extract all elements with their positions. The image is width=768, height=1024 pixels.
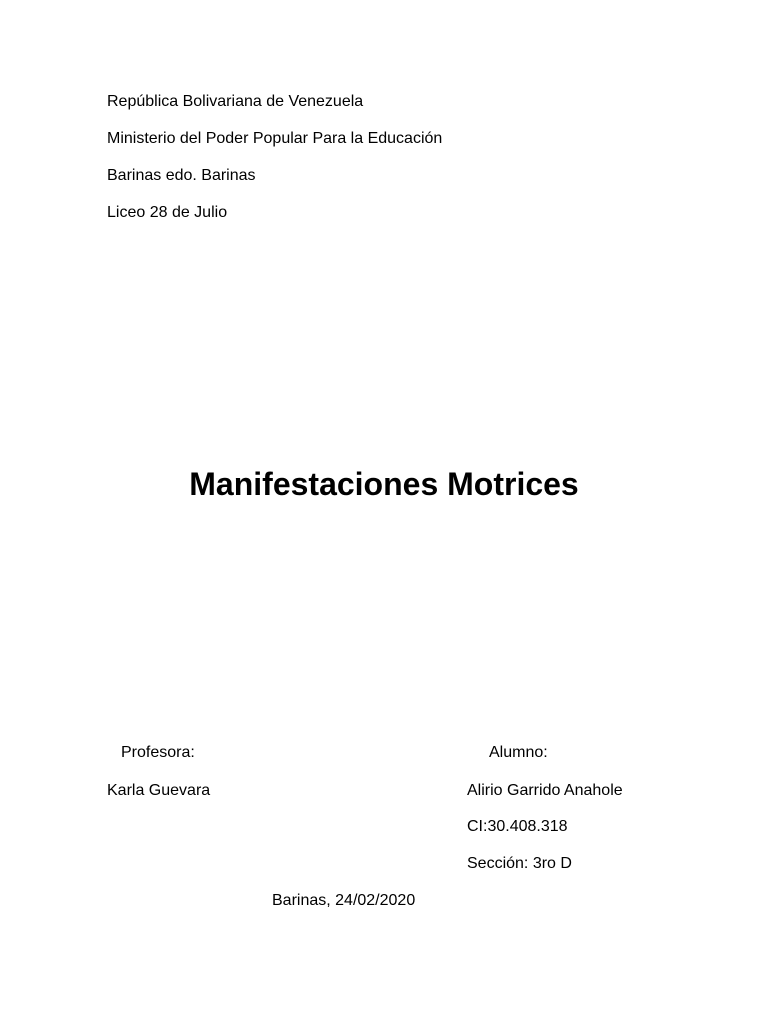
student-label: Alumno: [489, 744, 548, 761]
document-title: Manifestaciones Motrices [189, 466, 579, 502]
header-location: Barinas edo. Barinas [107, 167, 256, 184]
student-section: Sección: 3ro D [467, 855, 572, 872]
teacher-label: Profesora: [121, 744, 195, 761]
header-ministry: Ministerio del Poder Popular Para la Educación [107, 130, 443, 147]
student-name: Alirio Garrido Anahole [467, 782, 623, 799]
header-school: Liceo 28 de Julio [107, 204, 228, 221]
student-ci: CI:30.408.318 [467, 818, 568, 835]
teacher-name: Karla Guevara [107, 782, 211, 799]
header-republic: República Bolivariana de Venezuela [107, 93, 364, 110]
place-date: Barinas, 24/02/2020 [272, 892, 416, 909]
